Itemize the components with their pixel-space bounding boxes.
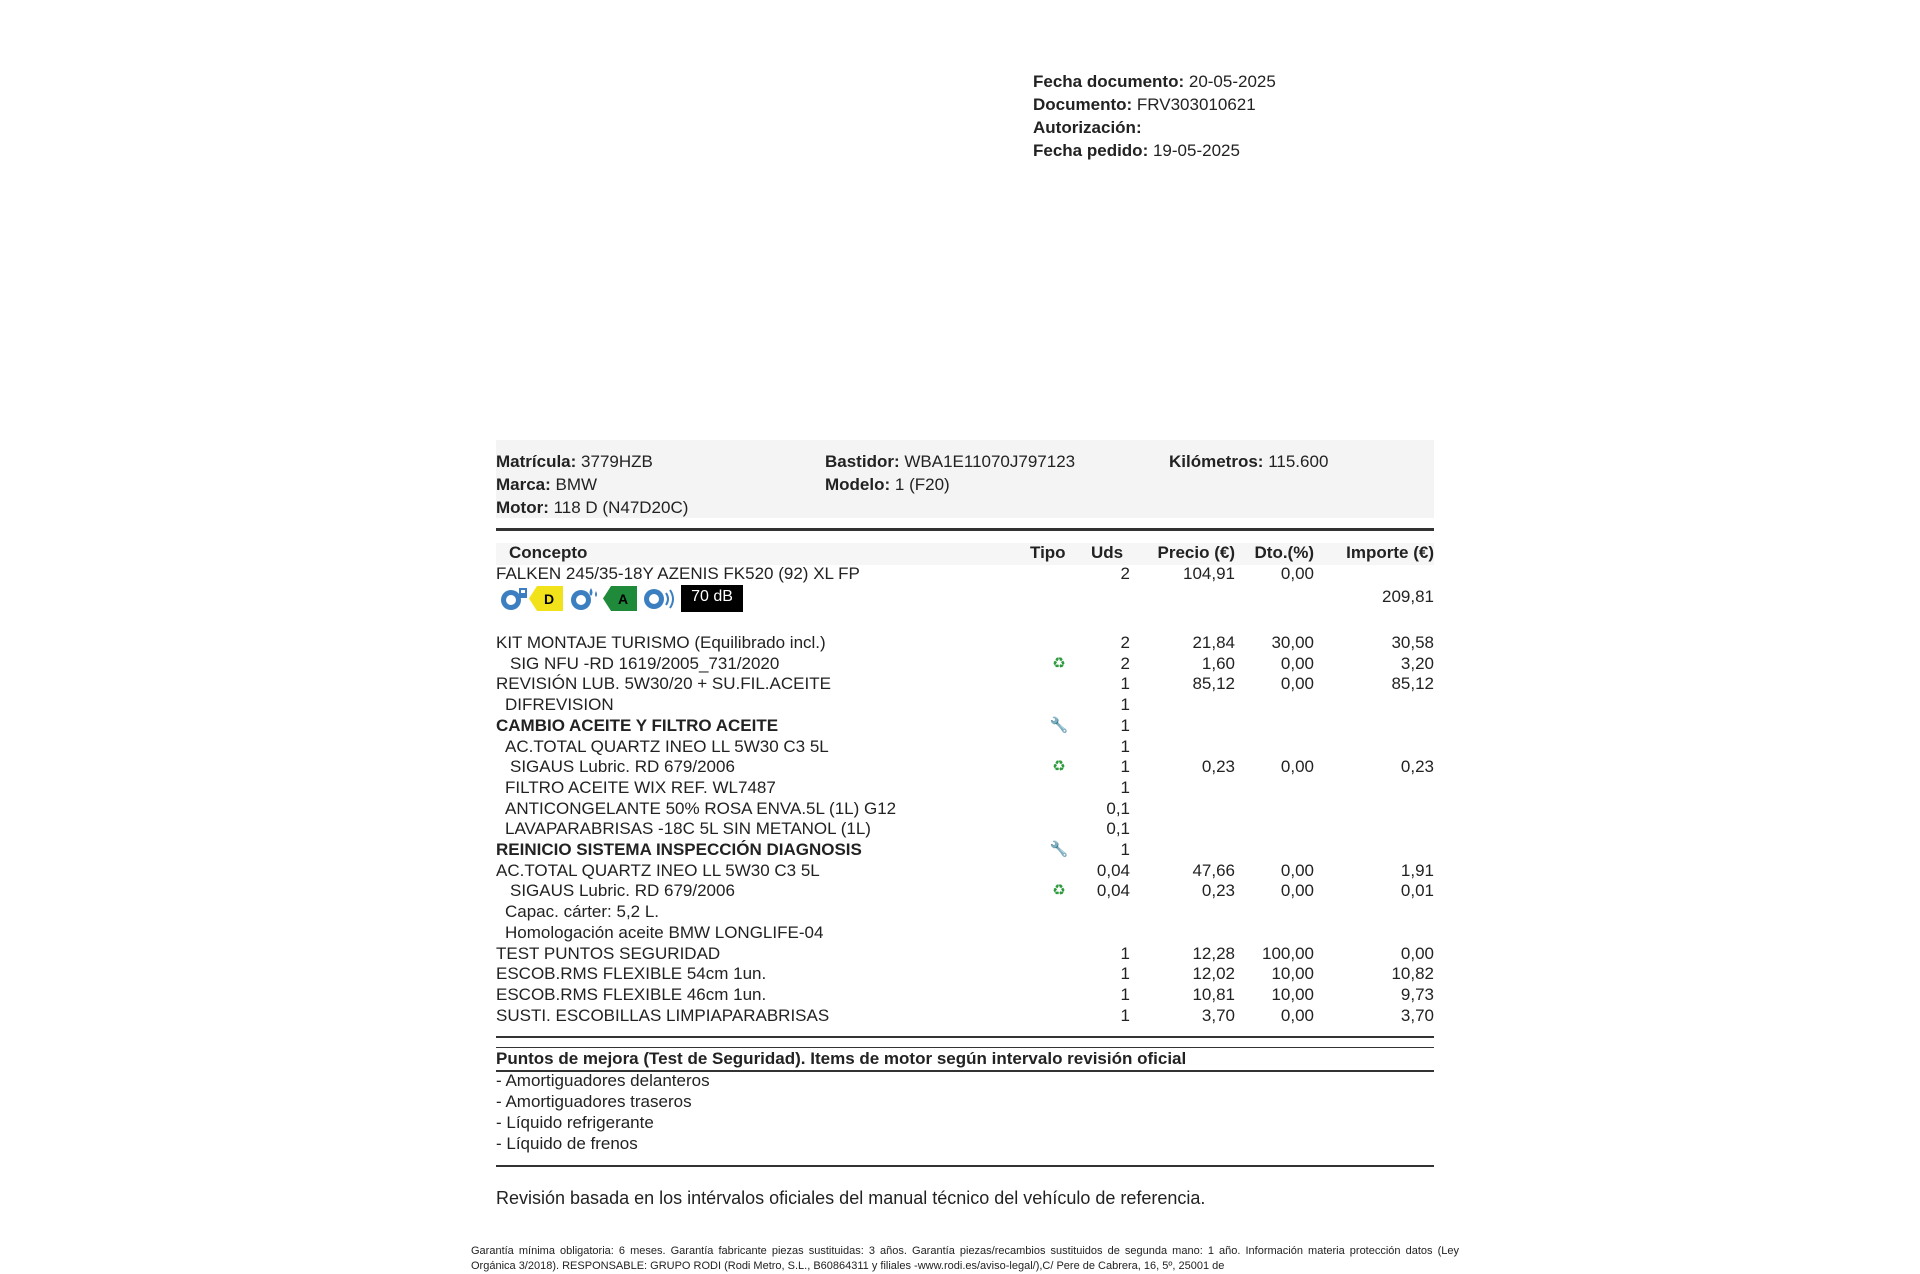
concepto-cell: SIGAUS Lubric. RD 679/2006 [510, 881, 735, 901]
dto-cell: 0,00 [1280, 653, 1314, 673]
precio-cell: 10,81 [1192, 984, 1235, 1004]
concepto-cell: AC.TOTAL QUARTZ INEO LL 5W30 C3 5L [496, 860, 820, 880]
list-item: - Líquido de frenos [496, 1134, 638, 1153]
tipo-icon: 🔧 [1049, 841, 1069, 858]
concepto-cell: SUSTI. ESCOBILLAS LIMPIAPARABRISAS [496, 1005, 830, 1025]
first-item-importe-row [496, 587, 1434, 608]
uds-cell: 1 [1120, 715, 1130, 735]
dto-cell: 10,00 [1271, 984, 1314, 1004]
uds-cell: 1 [1120, 777, 1130, 797]
uds-cell: 1 [1120, 984, 1130, 1004]
dto-cell: 0,00 [1280, 674, 1314, 694]
fecha-documento: Fecha documento: 20-05-2025 [1033, 72, 1276, 91]
svg-text:D: D [543, 591, 555, 607]
concepto-cell: Capac. cárter: 5,2 L. [505, 902, 660, 922]
motor: Motor: 118 D (N47D20C) [496, 498, 689, 517]
mejora-title: Puntos de mejora (Test de Seguridad). Items de motor según intervalo revisión oficial [496, 1049, 1187, 1068]
uds-cell: 1 [1120, 1005, 1130, 1025]
importe-cell: 209,81 [1382, 587, 1434, 606]
concepto-cell: LAVAPARABRISAS -18C 5L SIN METANOL (1L) [505, 819, 871, 839]
uds-cell: 1 [1120, 695, 1130, 715]
precio-cell: 47,66 [1192, 860, 1235, 880]
concepto-cell: DIFREVISION [505, 695, 614, 715]
concepto-cell: KIT MONTAJE TURISMO (Equilibrado incl.) [496, 633, 826, 652]
table-row [496, 564, 1434, 585]
table-row [496, 923, 1434, 944]
dto-cell: 10,00 [1271, 964, 1314, 984]
table-row [496, 902, 1434, 923]
concepto-cell: FALKEN 245/35-18Y AZENIS FK520 (92) XL FP [496, 564, 860, 583]
header-tipo: Tipo [1030, 543, 1066, 562]
vehicle-info [496, 440, 1434, 518]
uds-cell: 0,04 [1096, 881, 1130, 901]
importe-cell: 85,12 [1391, 674, 1434, 694]
precio-cell: 3,70 [1201, 1005, 1235, 1025]
importe-cell: 10,82 [1391, 964, 1434, 984]
importe-cell: 1,91 [1400, 860, 1434, 880]
uds-cell: 1 [1120, 943, 1130, 963]
tipo-icon: ♻ [1052, 882, 1066, 900]
uds-cell: 0,1 [1106, 798, 1130, 818]
table-row [496, 944, 1434, 965]
header-importe: Importe (€) [1346, 543, 1434, 562]
table-row [496, 757, 1434, 778]
fecha-pedido: Fecha pedido: 19-05-2025 [1033, 141, 1240, 160]
divider [496, 1165, 1434, 1167]
dto-cell: 100,00 [1262, 943, 1314, 963]
concepto-cell: FILTRO ACEITE WIX REF. WL7487 [505, 777, 776, 797]
divider [496, 528, 1434, 531]
tipo-icon: ♻ [1052, 758, 1066, 776]
autorizacion: Autorización: [1033, 118, 1142, 137]
list-item: - Líquido refrigerante [496, 1113, 654, 1132]
importe-cell: 9,73 [1400, 984, 1434, 1004]
precio-cell: 12,02 [1192, 964, 1235, 984]
divider [496, 1036, 1434, 1038]
table-row [496, 654, 1434, 675]
uds-cell: 0,1 [1106, 819, 1130, 839]
importe-cell: 0,23 [1400, 757, 1434, 777]
concepto-cell: SIG NFU -RD 1619/2005_731/2020 [510, 653, 780, 673]
importe-cell: 3,70 [1400, 1005, 1434, 1025]
header-precio: Precio (€) [1157, 543, 1235, 562]
table-row [496, 819, 1434, 840]
concepto-cell: REVISIÓN LUB. 5W30/20 + SU.FIL.ACEITE [496, 674, 831, 694]
concepto-cell: CAMBIO ACEITE Y FILTRO ACEITE [496, 715, 779, 735]
marca: Marca: BMW [496, 475, 598, 494]
dto-cell: 0,00 [1280, 860, 1314, 880]
svg-text:A: A [617, 591, 629, 607]
uds-cell: 1 [1120, 757, 1130, 777]
bastidor: Bastidor: WBA1E11070J797123 [825, 452, 1076, 471]
table-row [496, 737, 1434, 758]
dto-cell: 0,00 [1280, 881, 1314, 901]
uds-cell: 2 [1120, 633, 1130, 652]
header-uds: Uds [1091, 543, 1124, 562]
documento-number: Documento: FRV303010621 [1033, 95, 1256, 114]
precio-cell: 0,23 [1201, 881, 1235, 901]
dto-cell: 0,00 [1280, 757, 1314, 777]
table-row [496, 964, 1434, 985]
table-header [496, 543, 1434, 565]
precio-cell: 0,23 [1201, 757, 1235, 777]
document-info [1033, 70, 1276, 162]
table-row [496, 799, 1434, 820]
precio-cell: 21,84 [1192, 633, 1235, 652]
kilometros: Kilómetros: 115.600 [1169, 452, 1329, 471]
importe-cell: 0,01 [1400, 881, 1434, 901]
table-row [496, 1006, 1434, 1027]
noise-level-badge: 70 dB [681, 585, 743, 612]
table-row [496, 674, 1434, 695]
precio-cell: 85,12 [1192, 674, 1235, 694]
revision-note: Revisión basada en los intérvalos oficiales del manual técnico del vehículo de referencia. [496, 1188, 1206, 1208]
concepto-cell: Homologación aceite BMW LONGLIFE-04 [505, 922, 824, 942]
importe-cell: 0,00 [1400, 943, 1434, 963]
concepto-cell: ESCOB.RMS FLEXIBLE 46cm 1un. [496, 984, 767, 1004]
concepto-cell: REINICIO SISTEMA INSPECCIÓN DIAGNOSIS [496, 840, 862, 859]
modelo: Modelo: 1 (F20) [825, 475, 950, 494]
legal-text: Garantía mínima obligatoria: 6 meses. Garantía fabricante piezas sustituidas: 3 años. Garantía piezas/recambios sustituidos de segunda mano: 1 año. Información materia protección datos (Ley Orgánica 3/2018). RESPONSABLE: GRUPO RODI (Rodi Metro, S.L., B60864311 y filiales -www.rodi.es/aviso-legal/),C/ Pere de Cabrera, 16, 5º, 25001 de [471, 1245, 1459, 1272]
table-row [496, 633, 1434, 654]
dto-cell: 30,00 [1271, 633, 1314, 652]
uds-cell: 1 [1120, 840, 1130, 859]
table-row [496, 985, 1434, 1006]
uds-cell: 1 [1120, 964, 1130, 984]
concepto-cell: ESCOB.RMS FLEXIBLE 54cm 1un. [496, 964, 767, 984]
header-dto: Dto.(%) [1254, 543, 1314, 562]
uds-cell: 2 [1120, 564, 1130, 583]
table-row [496, 778, 1434, 799]
uds-cell: 1 [1120, 736, 1130, 756]
list-item: - Amortiguadores delanteros [496, 1071, 710, 1090]
concepto-cell: TEST PUNTOS SEGURIDAD [496, 943, 721, 963]
table-row [496, 861, 1434, 882]
precio-cell: 1,60 [1201, 653, 1235, 673]
precio-cell: 12,28 [1192, 943, 1235, 963]
list-item: - Amortiguadores traseros [496, 1092, 692, 1111]
importe-cell: 30,58 [1391, 633, 1434, 652]
precio-cell: 104,91 [1183, 564, 1235, 583]
concepto-cell: SIGAUS Lubric. RD 679/2006 [510, 757, 735, 777]
dto-cell: 0,00 [1280, 1005, 1314, 1025]
header-concepto: Concepto [509, 543, 588, 562]
uds-cell: 1 [1120, 674, 1130, 694]
table-row [496, 840, 1434, 861]
table-row [496, 881, 1434, 902]
matricula: Matrícula: 3779HZB [496, 452, 653, 471]
dto-cell: 0,00 [1280, 564, 1314, 583]
concepto-cell: ANTICONGELANTE 50% ROSA ENVA.5L (1L) G12 [505, 798, 897, 818]
concepto-cell: AC.TOTAL QUARTZ INEO LL 5W30 C3 5L [505, 736, 829, 756]
uds-cell: 0,04 [1096, 860, 1130, 880]
table-row [496, 695, 1434, 716]
uds-cell: 2 [1120, 653, 1130, 673]
tipo-icon: 🔧 [1049, 716, 1069, 734]
tipo-icon: ♻ [1052, 654, 1066, 672]
divider [496, 1047, 1434, 1048]
table-row [496, 716, 1434, 737]
importe-cell: 3,20 [1400, 653, 1434, 673]
